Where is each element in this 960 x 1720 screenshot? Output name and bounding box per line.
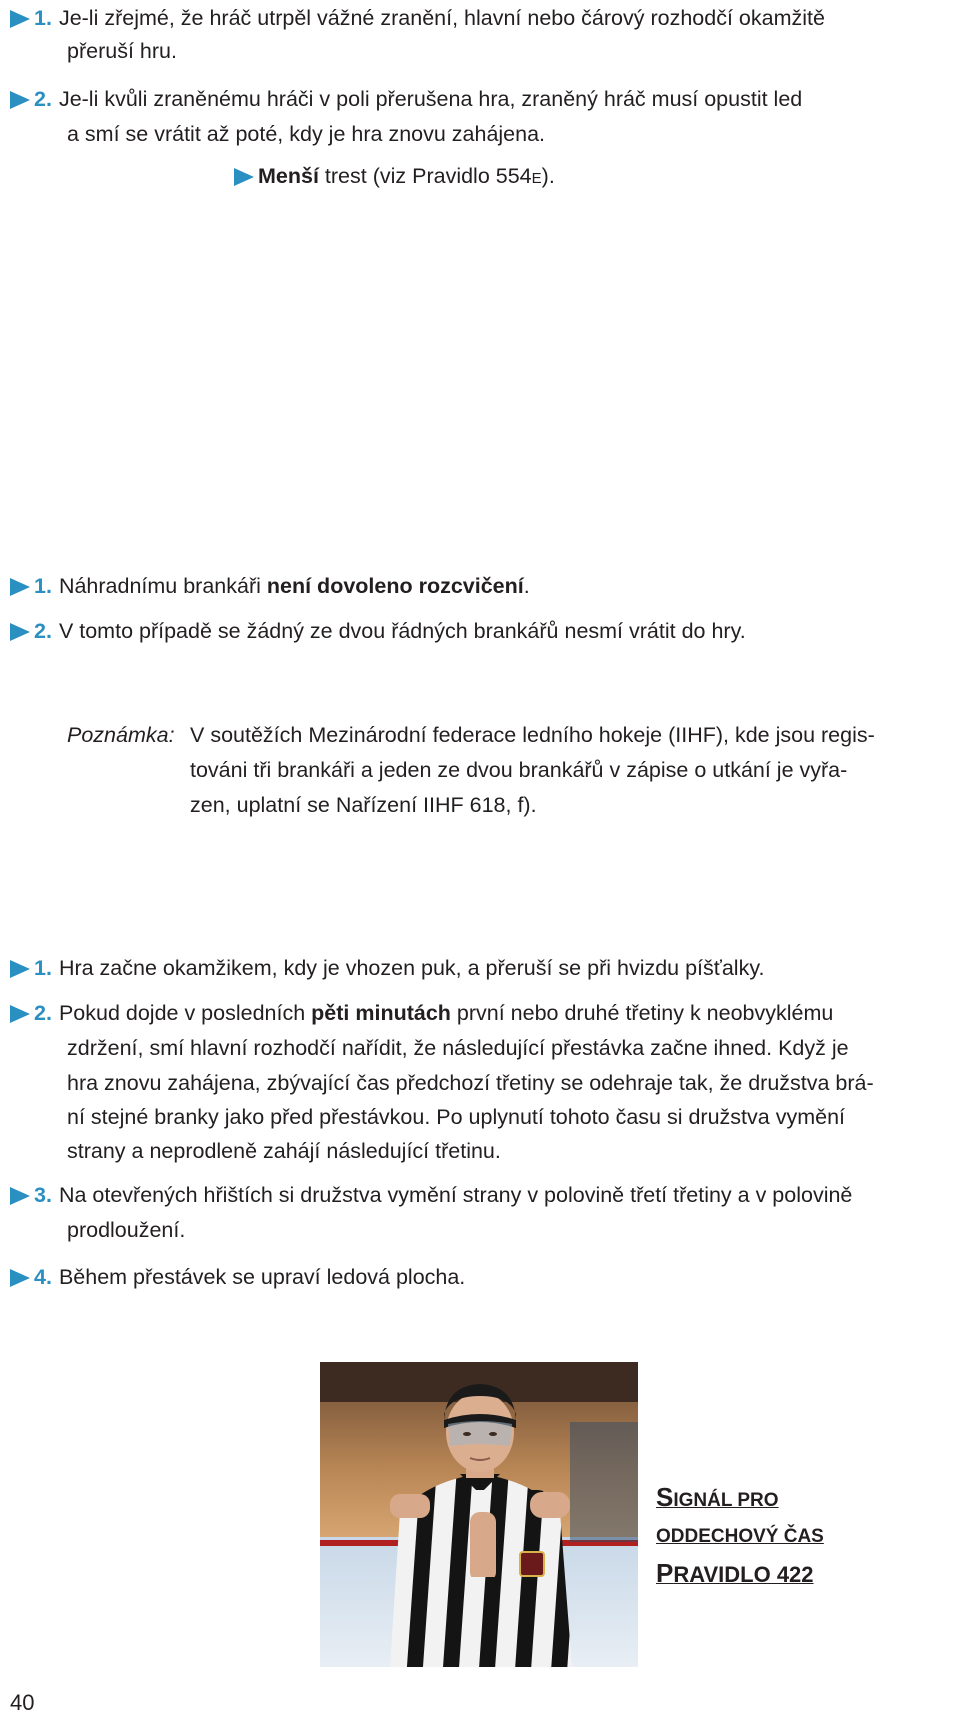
item-text: Je-li kvůli zraněnému hráči v poli přerušena hra, zraněný hráč musí opustit led xyxy=(58,87,803,111)
s3-item2-line: zdržení, smí hlavní rozhodčí nařídit, že následující přestávka začne ihned. Když je xyxy=(67,1036,849,1060)
item-number: 3. xyxy=(34,1183,52,1207)
arrow-bullet-icon xyxy=(234,168,254,186)
penalty-suffix: E xyxy=(531,170,542,187)
arrow-bullet-icon xyxy=(10,623,30,641)
s3-item2-line: hra znovu zahájena, zbývající čas předchozí třetiny se odehraje tak, že družstva brá- xyxy=(67,1071,874,1095)
item-emphasis: není dovoleno rozcvičení xyxy=(266,574,524,598)
arrow-bullet-icon xyxy=(10,10,30,28)
caption-text: IGNÁL PRO xyxy=(673,1490,779,1511)
s2-item1 xyxy=(10,573,530,599)
item-text: Je-li zřejmé, že hráč utrpěl vážné zranění, hlavní nebo čárový rozhodčí okamžitě xyxy=(58,6,825,30)
arrow-bullet-icon xyxy=(10,1269,30,1287)
penalty-text: trest (viz Pravidlo 554 xyxy=(324,164,532,188)
s3-item2-line: ní stejné branky jako před přestávkou. Po uplynutí tohoto času si družstva vymění xyxy=(67,1105,845,1129)
s1-penalty xyxy=(234,163,555,192)
s3-item1 xyxy=(10,955,764,981)
penalty-end: ). xyxy=(541,164,555,188)
penalty-type: Menší xyxy=(258,164,319,188)
s1-item2-line1 xyxy=(10,86,802,112)
s3-item2-line: strany a neprodleně zahájí následující třetinu. xyxy=(67,1139,501,1163)
item-text: Hra začne okamžikem, kdy je vhozen puk, a přeruší se při hvizdu píšťalky. xyxy=(58,956,765,980)
item-text: Během přestávek se upraví ledová plocha. xyxy=(58,1265,466,1289)
item-number: 1. xyxy=(34,956,52,980)
caption-initial: S xyxy=(656,1482,674,1512)
item-number: 2. xyxy=(34,87,52,111)
item-end: . xyxy=(523,574,530,598)
s3-item3-line2: prodloužení. xyxy=(67,1218,186,1242)
s3-item2-line1 xyxy=(10,1000,833,1026)
s3-item3-line1 xyxy=(10,1182,852,1208)
page-number: 40 xyxy=(10,1690,35,1715)
caption-text: RAVIDLO 422 xyxy=(673,1562,814,1587)
arrow-bullet-icon xyxy=(10,960,30,978)
note-line: zen, uplatní se Nařízení IIHF 618, f). xyxy=(190,793,537,817)
figure-caption-line3 xyxy=(656,1558,814,1589)
item-text: Náhradnímu brankáři xyxy=(58,574,261,598)
item-emphasis: pěti minutách xyxy=(311,1001,451,1025)
s1-item1-line1 xyxy=(10,5,825,31)
item-text: první nebo druhé třetiny k neobvyklému xyxy=(456,1001,834,1025)
note-line: V soutěžích Mezinárodní federace ledního hokeje (IIHF), kde jsou regis- xyxy=(190,723,875,747)
referee-illustration xyxy=(320,1362,638,1667)
figure-caption-line1 xyxy=(656,1482,779,1513)
s3-item4 xyxy=(10,1264,465,1290)
note-line: továni tři brankáři a jeden ze dvou brankářů v zápise o utkání je vyřa- xyxy=(190,758,848,782)
arrow-bullet-icon xyxy=(10,91,30,109)
arrow-bullet-icon xyxy=(10,578,30,596)
item-number: 2. xyxy=(34,619,52,643)
item-text: Na otevřených hřištích si družstva vymění strany v polovině třetí třetiny a v polovině xyxy=(58,1183,853,1207)
caption-initial: P xyxy=(656,1558,674,1588)
arrow-bullet-icon xyxy=(10,1005,30,1023)
item-text: V tomto případě se žádný ze dvou řádných brankářů nesmí vrátit do hry. xyxy=(58,619,746,643)
s2-item2 xyxy=(10,618,746,644)
item-number: 2. xyxy=(34,1001,52,1025)
s1-item1-line2: přeruší hru. xyxy=(67,39,177,63)
referee-signal-photo xyxy=(320,1362,638,1667)
note-label: Poznámka: xyxy=(67,723,175,747)
item-number: 1. xyxy=(34,574,52,598)
item-number: 1. xyxy=(34,6,52,30)
item-number: 4. xyxy=(34,1265,52,1289)
arrow-bullet-icon xyxy=(10,1187,30,1205)
s1-item2-line2: a smí se vrátit až poté, kdy je hra znovu zahájena. xyxy=(67,122,546,146)
item-text: Pokud dojde v posledních xyxy=(58,1001,306,1025)
figure-caption-line2: ODDECHOVÝ ČAS xyxy=(656,1526,824,1547)
